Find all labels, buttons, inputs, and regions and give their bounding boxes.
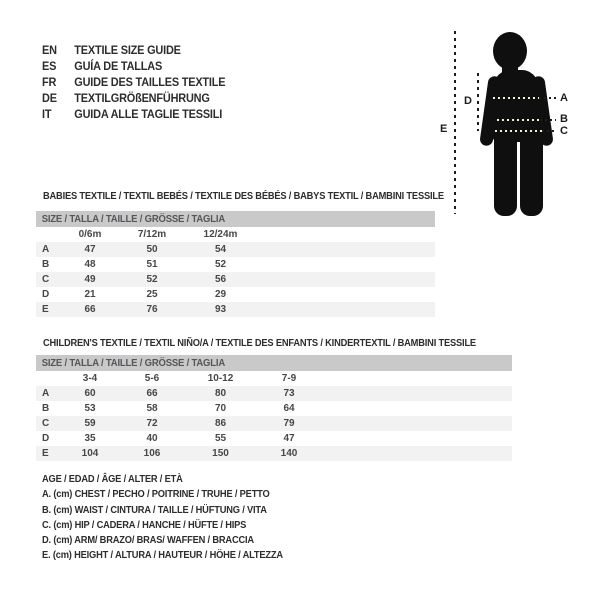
row-label: E: [42, 304, 49, 315]
hip-measure-line: [495, 130, 542, 132]
language-row-fr: [42, 75, 225, 91]
language-row-it: [42, 107, 225, 123]
cell: 21: [84, 289, 96, 300]
cell: 53: [84, 403, 96, 414]
cell: 47: [283, 433, 295, 444]
legend-line-arm: D. (cm) ARM/ BRAZO/ BRAS/ WAFFEN / BRACCIA: [42, 535, 254, 547]
cell: 104: [81, 448, 99, 459]
chest-measure-line: [539, 97, 556, 99]
legend-line-height: E. (cm) HEIGHT / ALTURA / HAUTEUR / HÖHE / ALTEZZA: [42, 550, 283, 562]
cell: 64: [283, 403, 295, 414]
cell: 79: [283, 418, 295, 429]
language-row-es: [42, 59, 225, 75]
cell: 47: [84, 244, 96, 255]
row-label: B: [42, 259, 50, 270]
measure-label-a: A: [560, 92, 568, 104]
language-code: FR: [42, 77, 57, 89]
legend-age-line: AGE / EDAD / ÂGE / ALTER / ETÀ: [42, 474, 183, 485]
column-header: 7-9: [281, 373, 297, 384]
cell: 58: [146, 403, 158, 414]
table-row: [36, 302, 435, 317]
child-silhouette-icon: [474, 26, 574, 218]
measure-label-b: B: [560, 113, 568, 125]
language-code: DE: [42, 93, 57, 105]
row-label: E: [42, 448, 49, 459]
cell: 35: [84, 433, 96, 444]
row-label: D: [42, 433, 50, 444]
cell: 73: [283, 388, 295, 399]
legend-line-hip: C. (cm) HIP / CADERA / HANCHE / HÜFTE / HIPS: [42, 519, 247, 531]
row-label: A: [42, 388, 50, 399]
cell: 55: [214, 433, 227, 444]
row-label: B: [42, 403, 50, 414]
language-label: TEXTILE SIZE GUIDE: [74, 45, 181, 57]
table-row: [36, 272, 435, 287]
table-row: [36, 416, 512, 431]
cell: 50: [146, 244, 158, 255]
hip-measure-line: [542, 130, 556, 132]
language-label: GUÍA DE TALLAS: [74, 61, 163, 73]
cell: 29: [214, 289, 227, 300]
column-header-row: [36, 371, 512, 386]
babies-section-title: BABIES TEXTILE / TEXTIL BEBÉS / TEXTILE DES BÉBÉS / BABYS TEXTIL / BAMBINI TESSILE: [43, 191, 444, 202]
language-label: GUIDA ALLE TAGLIE TESSILI: [74, 109, 223, 121]
height-measure-line: [454, 31, 456, 214]
table-row: [36, 242, 435, 257]
table-row: [36, 386, 512, 401]
row-label: A: [42, 244, 50, 255]
language-code: EN: [42, 45, 57, 57]
waist-measure-line: [497, 119, 540, 121]
cell: 150: [212, 448, 229, 459]
cell: 72: [146, 418, 158, 429]
column-header-row: [36, 227, 435, 242]
cell: 60: [84, 388, 96, 399]
column-header: 10-12: [207, 373, 234, 384]
chest-measure-line: [493, 97, 539, 99]
babies-size-table: [36, 211, 435, 317]
cell: 51: [146, 259, 158, 270]
cell: 52: [214, 259, 227, 270]
table-row: [36, 401, 512, 416]
legend-line-chest: A. (cm) CHEST / PECHO / POITRINE / TRUHE / PETTO: [42, 489, 270, 501]
cell: 66: [146, 388, 158, 399]
table-row: [36, 431, 512, 446]
measure-label-e: E: [440, 123, 448, 135]
cell: 49: [84, 274, 96, 285]
table-row: [36, 446, 512, 461]
cell: 86: [214, 418, 227, 429]
children-section-title: CHILDREN'S TEXTILE / TEXTIL NIÑO/A / TEXTILE DES ENFANTS / KINDERTEXTIL / BAMBINI TESSILE: [43, 338, 476, 349]
column-header: 0/6m: [78, 229, 102, 240]
row-label: C: [42, 274, 50, 285]
language-code: ES: [42, 61, 57, 73]
column-header: 12/24m: [203, 229, 238, 240]
measure-label-d: D: [464, 95, 472, 107]
language-list: [42, 43, 225, 123]
legend-line-waist: B. (cm) WAIST / CINTURA / TAILLE / HÜFTUNG / VITA: [42, 504, 267, 516]
language-label: GUIDE DES TAILLES TEXTILE: [74, 77, 226, 89]
cell: 48: [84, 259, 96, 270]
cell: 70: [214, 403, 227, 414]
table-row: [36, 257, 435, 272]
language-row-en: [42, 43, 225, 59]
waist-measure-line: [540, 119, 556, 121]
column-header: 5-6: [144, 373, 160, 384]
cell: 25: [146, 289, 158, 300]
cell: 140: [280, 448, 298, 459]
children-size-table: [36, 355, 512, 461]
measure-label-c: C: [560, 125, 568, 137]
table-row: [36, 287, 435, 302]
row-label: C: [42, 418, 50, 429]
size-header-label: SIZE / TALLA / TAILLE / GRÖSSE / TAGLIA: [41, 357, 225, 369]
language-code: IT: [42, 109, 52, 121]
column-header: 7/12m: [137, 229, 167, 240]
cell: 80: [214, 388, 227, 399]
row-label: D: [42, 289, 50, 300]
cell: 59: [84, 418, 96, 429]
cell: 106: [143, 448, 161, 459]
size-header-bar: [36, 355, 512, 371]
cell: 66: [84, 304, 96, 315]
column-header: 3-4: [82, 373, 98, 384]
cell: 52: [146, 274, 158, 285]
measurement-legend: [42, 472, 283, 564]
cell: 54: [214, 244, 227, 255]
cell: 56: [214, 274, 227, 285]
cell: 76: [146, 304, 158, 315]
language-row-de: [42, 91, 225, 107]
cell: 93: [214, 304, 227, 315]
size-header-label: SIZE / TALLA / TAILLE / GRÖSSE / TAGLIA: [41, 213, 225, 225]
language-label: TEXTILGRÖßENFÜHRUNG: [74, 93, 210, 105]
size-header-bar: [36, 211, 435, 227]
cell: 40: [146, 433, 158, 444]
